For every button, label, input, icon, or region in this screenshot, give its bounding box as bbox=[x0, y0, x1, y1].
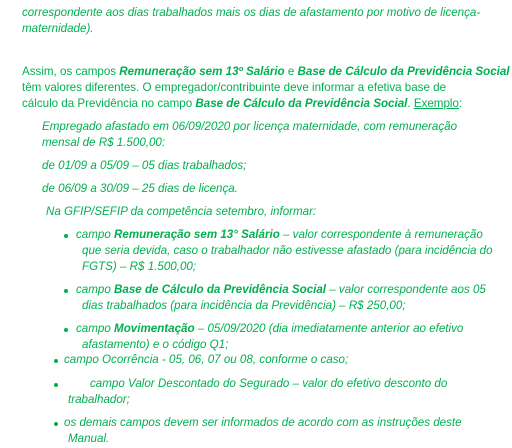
bullet-dot bbox=[54, 359, 58, 363]
bullet-6-line-2: Manual. bbox=[68, 432, 110, 445]
field-name-base-calculo: Base de Cálculo da Previdência Social bbox=[297, 65, 510, 78]
bullet-text: campo bbox=[76, 228, 115, 241]
intro-line-1: correspondente aos dias trabalhados mais os dias de afastamento por motivo de licença- bbox=[22, 6, 481, 19]
bullet-2-line-2: dias trabalhados (para incidência da Previdência) – R$ 250,00; bbox=[82, 299, 406, 312]
bullet-1-line-3: FGTS) – R$ 1.500,00; bbox=[82, 260, 197, 273]
paragraph-text: Assim, os campos bbox=[22, 65, 120, 78]
paragraph-text: . bbox=[407, 97, 414, 110]
bullet-4-line-1: campo Ocorrência - 05, 06, 07 ou 08, conforme o caso; bbox=[64, 353, 349, 366]
paragraph-text: cálculo da Previdência no campo bbox=[22, 97, 196, 110]
field-name-base-calculo: Base de Cálculo da Previdência Social bbox=[195, 97, 408, 110]
bullet-text: campo bbox=[76, 283, 115, 296]
field-name-remuneracao: Remuneração sem 13º Salário bbox=[119, 65, 285, 78]
paragraph-line-3 bbox=[22, 95, 462, 112]
example-line-3: de 01/09 a 05/09 – 05 dias trabalhados; bbox=[42, 159, 247, 172]
bullet-dot bbox=[64, 328, 68, 332]
bullet-3-line-1 bbox=[76, 320, 463, 337]
bullet-dot bbox=[64, 289, 68, 293]
bullet-5-line-1: campo Valor Descontado do Segurado – valor do efetivo desconto do bbox=[90, 377, 448, 390]
example-line-4: de 06/09 a 30/09 – 25 dias de licença. bbox=[42, 182, 238, 195]
paragraph-line-1 bbox=[22, 63, 510, 80]
paragraph-text: e bbox=[284, 65, 298, 78]
bullet-1-line-2: que seria devida, caso o trabalhador não estivesse afastado (para incidência do bbox=[82, 244, 493, 257]
paragraph-line-2: têm valores diferentes. O empregador/contribuinte deve informar a efetiva base de bbox=[22, 81, 447, 94]
field-name-remuneracao: Remuneração sem 13° Salário bbox=[114, 228, 280, 241]
bullet-dot bbox=[54, 383, 58, 387]
field-name-base-calculo: Base de Cálculo da Previdência Social bbox=[114, 283, 327, 296]
bullet-dot bbox=[64, 234, 68, 238]
bullet-text: – 05/09/2020 (dia imediatamente anterior ao efetivo bbox=[194, 322, 464, 335]
bullet-1-line-1 bbox=[76, 226, 483, 243]
bullet-3-line-2: afastamento) e o código Q1; bbox=[82, 338, 229, 351]
bullet-text: campo bbox=[76, 322, 115, 335]
bullet-6-line-1: os demais campos devem ser informados de acordo com as instruções deste bbox=[64, 416, 462, 429]
bullet-dot bbox=[54, 422, 58, 426]
bullet-5-line-2: trabalhador; bbox=[68, 393, 130, 406]
intro-line-2: maternidade). bbox=[22, 22, 94, 35]
paragraph-text: : bbox=[458, 97, 463, 110]
bullet-2-line-1 bbox=[76, 281, 486, 298]
bullet-text: – valor correspondente à remuneração bbox=[279, 228, 483, 241]
field-name-movimentacao: Movimentação bbox=[114, 322, 195, 335]
example-line-1: Empregado afastado em 06/09/2020 por licença maternidade, com remuneração bbox=[42, 120, 458, 133]
example-label: Exemplo bbox=[413, 97, 459, 110]
bullet-text: – valor correspondente aos 05 bbox=[326, 283, 486, 296]
example-line-2: mensal de R$ 1.500,00: bbox=[42, 136, 166, 149]
example-line-5: Na GFIP/SEFIP da competência setembro, informar: bbox=[46, 205, 317, 218]
